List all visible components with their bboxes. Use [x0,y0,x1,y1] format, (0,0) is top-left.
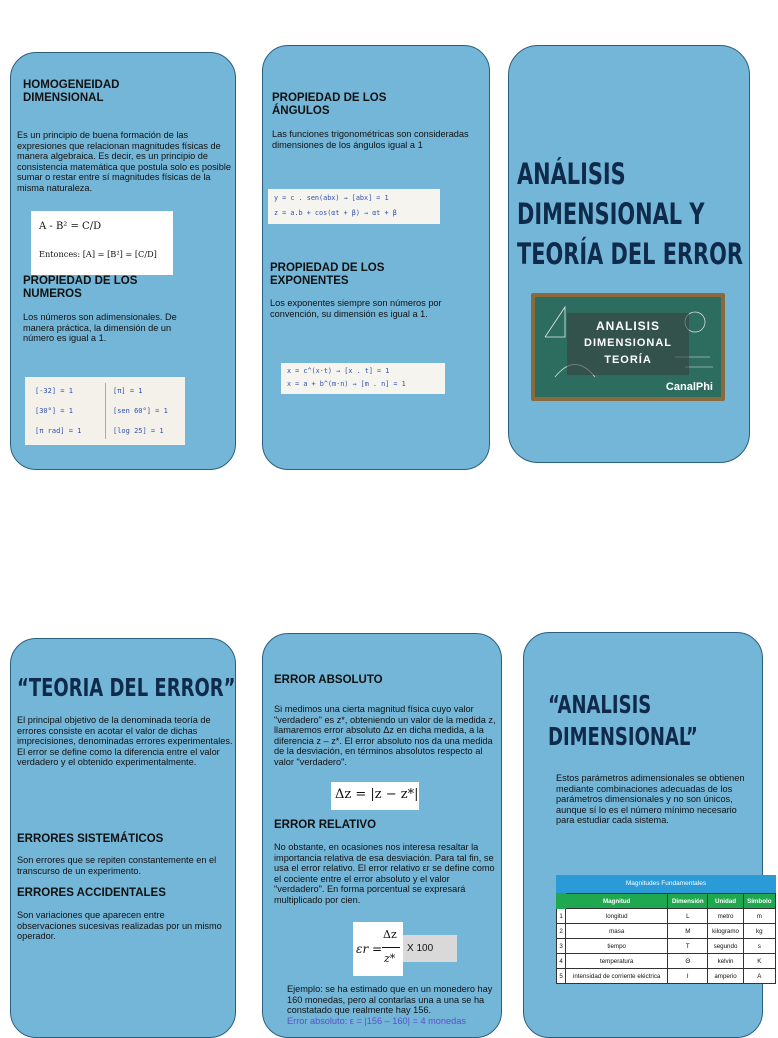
heading-error-absoluto: ERROR ABSOLUTO [274,674,383,686]
formula-relativo-den: z* [384,952,396,965]
col-dimension: Dimensión [668,894,708,909]
board-line-2: DIMENSIONAL [584,337,672,349]
magnitudes-table [556,893,776,984]
formula-error-relativo [353,922,403,976]
heading-homogeneidad: HOMOGENEIDAD DIMENSIONAL [23,79,120,104]
exponents-handwritten-image [281,363,445,394]
formula-line-1: A - B² = C/D [39,221,102,232]
cell: 4 [557,954,566,969]
hand-exp-1: x = c^(x·t) → [x . t] = 1 [287,367,390,375]
panel-homogeneidad [10,52,236,470]
panel-propiedades [262,45,490,470]
cell: 5 [557,969,566,984]
table-row [557,909,776,924]
cell: Θ [668,954,708,969]
cell: intensidad de corriente eléctrica [566,969,668,984]
body-error-relativo: No obstante, en ocasiones nos interesa resaltar la importancia relativa de esa desviación. Para tal fin, se usa el error relativo. El error relativo εr se define como el cociente entre el error absoluto y el valor "verdadero". En forma porcentual se expresará multiplicado por cien. [274,842,495,905]
formula-error-absoluto-text: Δz = |z − z*| [335,787,419,802]
panel-error-absoluto [262,633,502,1038]
cell: metro [708,909,743,924]
cover-title: ANÁLISIS DIMENSIONAL Y TEORÍA DEL ERROR [517,157,743,271]
cell: segundo [708,939,743,954]
hand-right-3: [log 25] = 1 [113,427,164,435]
teoria-title: “TEORIA DEL ERROR” [17,673,236,702]
example-cut-text: Error absoluto: ε = |156 – 160| = 4 monedas [287,1016,466,1026]
hand-left-2: [30°] = 1 [35,407,73,415]
body-accidentales: Son variaciones que aparecen entre observaciones sucesivas realizadas por un mismo operador. [17,910,222,942]
cell: masa [566,924,668,939]
hand-right-1: [π] = 1 [113,387,143,395]
col-unidad: Unidad [708,894,743,909]
cell: kelvin [708,954,743,969]
cell: 3 [557,939,566,954]
cell: A [743,969,775,984]
heading-accidentales: ERRORES ACCIDENTALES [17,887,166,899]
table-row [557,954,776,969]
body-angulos: Las funciones trigonométricas son consideradas dimensiones de los ángulos igual a 1 [272,129,469,150]
body-exponentes: Los exponentes siempre son números por convención, su dimensión es igual a 1. [270,298,442,319]
angles-handwritten-image [268,189,440,224]
heading-error-relativo: ERROR RELATIVO [274,819,377,831]
example-text: Ejemplo: se ha estimado que en un monedero hay 160 monedas, pero al contarlas una a una se ha constatado que realmente hay 156. [287,984,493,1016]
formula-image [31,211,173,275]
numbers-handwritten-image [25,377,185,445]
body-numeros: Los números son adimensionales. De manera práctica, la dimensión de un número es igual a 1. [23,312,177,344]
heading-sistematicos: ERRORES SISTEMÁTICOS [17,833,164,845]
cell: kg [743,924,775,939]
formula-relativo-num: Δz [383,928,397,941]
board-brand: CanalPhi [665,381,713,393]
cell: kilogramo [708,924,743,939]
cell: K [743,954,775,969]
body-analisis: Estos parámetros adimensionales se obtienen mediante combinaciones adecuadas de los parámetros dimensionales y no son únicos, aunque sí lo es el número mínimo necesario para estudiar cada sistema. [556,773,745,826]
cell: I [668,969,708,984]
cell: T [668,939,708,954]
panel-cover [508,45,750,463]
body-error-absoluto: Si medimos una cierta magnitud física cuyo valor "verdadero" es z*, obteniendo un valor de la medida z, llamaremos error absoluto Δz en dicha medida, a la diferencia z – z*. El error absoluto nos da una medida de la desviación, en términos absolutos respecto al valor "verdadero". [274,704,496,767]
heading-exponentes: PROPIEDAD DE LOS EXPONENTES [270,262,385,287]
panel-analisis-dimensional [523,632,772,1038]
cell: 2 [557,924,566,939]
panel-teoria-error [10,638,236,1038]
cell: L [668,909,708,924]
cell: tiempo [566,939,668,954]
cell: amperio [708,969,743,984]
col-simbolo: Símbolo [743,894,775,909]
formula-line-2: Entonces: [A] = [B²] = [C/D] [39,249,157,259]
table-row [557,969,776,984]
formula-relativo-lhs: εr = [356,942,383,956]
body-sistematicos: Son errores que se repiten constantemente en el transcurso de un experimento. [17,855,217,876]
hand-left-1: [-32] = 1 [35,387,73,395]
table-row [557,924,776,939]
hand-left-3: [π rad] = 1 [35,427,82,435]
board-line-3: TEORÍA [604,354,652,366]
magnitudes-table-title: Magnitudes Fundamentales [556,875,776,893]
formula-error-absoluto [331,782,419,810]
hand-right-2: [sen 60°] = 1 [113,407,168,415]
formula-relativo-mult: X 100 [403,935,457,962]
body-teoria: El principal objetivo de la denominada teoría de errores consiste en acotar el valor de dichas imprecisiones, denominadas errores experimentales. El error se define como la diferencia entre el valor verdadero y el obtenido experimentalmente. [17,715,233,768]
cell: longitud [566,909,668,924]
cover-chalkboard-image [531,293,725,401]
heading-numeros: PROPIEDAD DE LOS NUMEROS [23,275,138,300]
hand-angles-1: y = c . sen(abx) → [abx] = 1 [274,194,389,202]
cell: temperatura [566,954,668,969]
col-magnitud: Magnitud [566,894,668,909]
cell: 1 [557,909,566,924]
board-line-1: ANALISIS [595,319,660,333]
heading-angulos: PROPIEDAD DE LOS ÁNGULOS [272,92,387,117]
cell: s [743,939,775,954]
cell: M [668,924,708,939]
analisis-title: “ANALISIS DIMENSIONAL” [548,690,698,751]
hand-exp-2: x = a + b^(m·n) → [m . n] = 1 [287,380,406,388]
body-homogeneidad: Es un principio de buena formación de las expresiones que relacionan magnitudes físicas de manera algebraica. Es decir, es un principio de consistencia matemática que postula solo es posible sumar o restar entre sí magnitudes físicas de la misma naturaleza. [17,130,231,193]
magnitudes-table-header-row [557,894,776,909]
magnitudes-table-image [556,875,776,984]
cell: m [743,909,775,924]
table-row [557,939,776,954]
hand-angles-2: z = a.b + cos(αt + β) → αt + β [274,209,397,217]
